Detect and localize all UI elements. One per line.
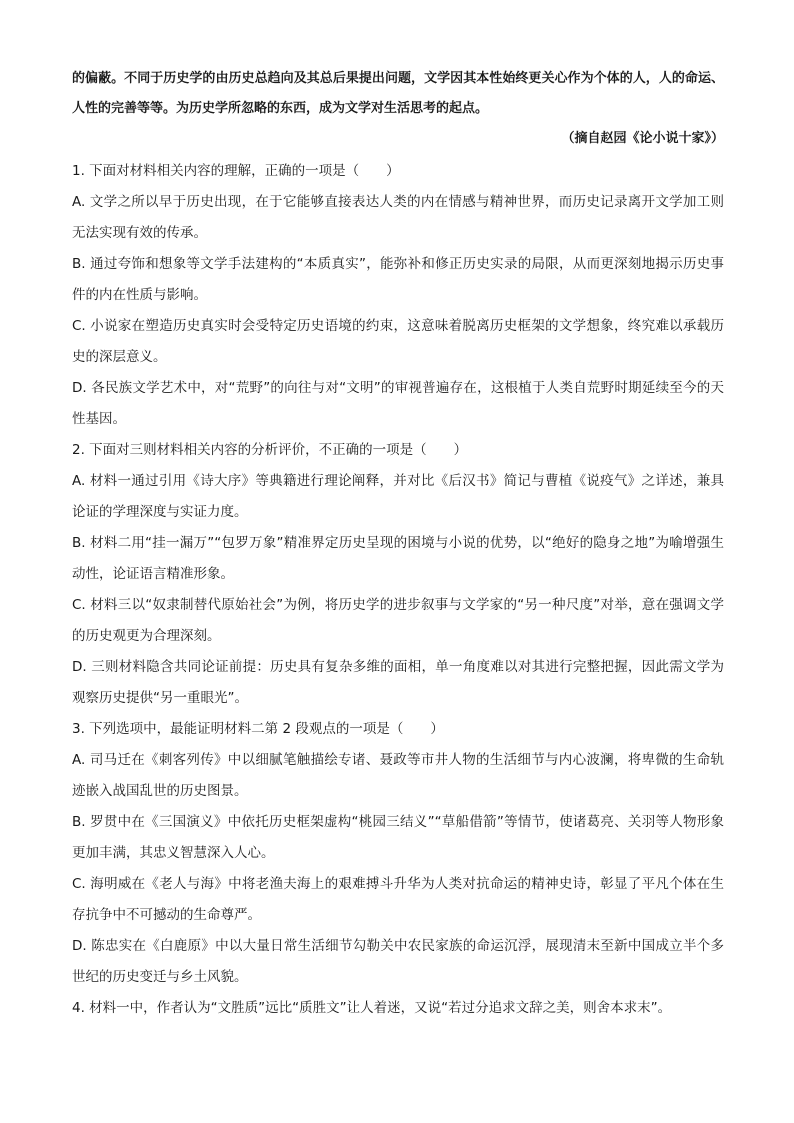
option-b: B. 通过夸饰和想象等文学手法建构的“本质真实”，能弥补和修正历史实录的局限，从而更深刻地揭示历史事件的内在性质与影响。 <box>72 256 724 303</box>
option-c: C. 海明威在《老人与海》中将老渔夫海上的艰难搏斗升华为人类对抗命运的精神史诗，彰显了平凡个体在生存抗争中不可撼动的生命尊严。 <box>72 876 724 923</box>
option-a: A. 文学之所以早于历史出现，在于它能够直接表达人类的内在情感与精神世界，而历史记录离开文学加工则无法实现有效的传承。 <box>72 194 724 241</box>
option-b: B. 材料二用“挂一漏万”“包罗万象”精准界定历史呈现的困境与小说的优势，以“绝好的隐身之地”为喻增强生动性，论证语言精准形象。 <box>72 535 724 582</box>
question-stem: 4. 材料一中，作者认为“文胜质”远比“质胜文”让人着迷，又说“若过分追求文辞之美，则舍本求末”。 <box>72 1000 672 1016</box>
option-d: D. 各民族文学艺术中，对“荒野”的向往与对“文明”的审视普遍存在，这根植于人类自荒野时期延续至今的天性基因。 <box>72 380 724 427</box>
question-3 <box>72 714 724 993</box>
option-d: D. 陈忠实在《白鹿原》中以大量日常生活细节勾勒关中农民家族的命运沉浮，展现清末至新中国成立半个多世纪的历史变迁与乡土风貌。 <box>72 938 724 985</box>
passage-source: （摘自赵园《论小说十家》） <box>561 131 724 146</box>
option-d: D. 三则材料隐含共同论证前提：历史具有复杂多维的面相，单一角度难以对其进行完整把握，因此需文学为观察历史提供“另一重眼光”。 <box>72 659 724 706</box>
question-4 <box>72 993 724 1024</box>
document-page <box>72 64 724 1024</box>
option-b: B. 罗贯中在《三国演义》中依托历史框架虚构“桃园三结义”“草船借箭”等情节，使诸葛亮、关羽等人物形象更加丰满，其忠义智慧深入人心。 <box>72 814 724 861</box>
question-stem: 3. 下列选项中，最能证明材料二第 2 段观点的一项是（ ） <box>72 721 444 737</box>
option-c: C. 材料三以“奴隶制替代原始社会”为例，将历史学的进步叙事与文学家的“另一种尺度”对举，意在强调文学的历史观更为合理深刻。 <box>72 597 724 644</box>
passage-paragraph: 的偏蔽。不同于历史学的由历史总趋向及其总后果提出问题，文学因其本性始终更关心作为个体的人，人的命运、人性的完善等等。为历史学所忽略的东西，成为文学对生活思考的起点。 <box>72 71 724 116</box>
question-stem: 2. 下面对三则材料相关内容的分析评价，不正确的一项是（ ） <box>72 442 468 458</box>
question-stem: 1. 下面对材料相关内容的理解，正确的一项是（ ） <box>72 163 400 179</box>
option-a: A. 材料一通过引用《诗大序》等典籍进行理论阐释，并对比《后汉书》简记与曹植《说疫气》之详述，兼具论证的学理深度与实证力度。 <box>72 473 724 520</box>
question-1 <box>72 156 724 435</box>
question-2 <box>72 435 724 714</box>
option-a: A. 司马迁在《刺客列传》中以细腻笔触描绘专诸、聂政等市井人物的生活细节与内心波澜，将卑微的生命轨迹嵌入战国乱世的历史图景。 <box>72 752 724 799</box>
option-c: C. 小说家在塑造历史真实时会受特定历史语境的约束，这意味着脱离历史框架的文学想象，终究难以承载历史的深层意义。 <box>72 318 724 365</box>
